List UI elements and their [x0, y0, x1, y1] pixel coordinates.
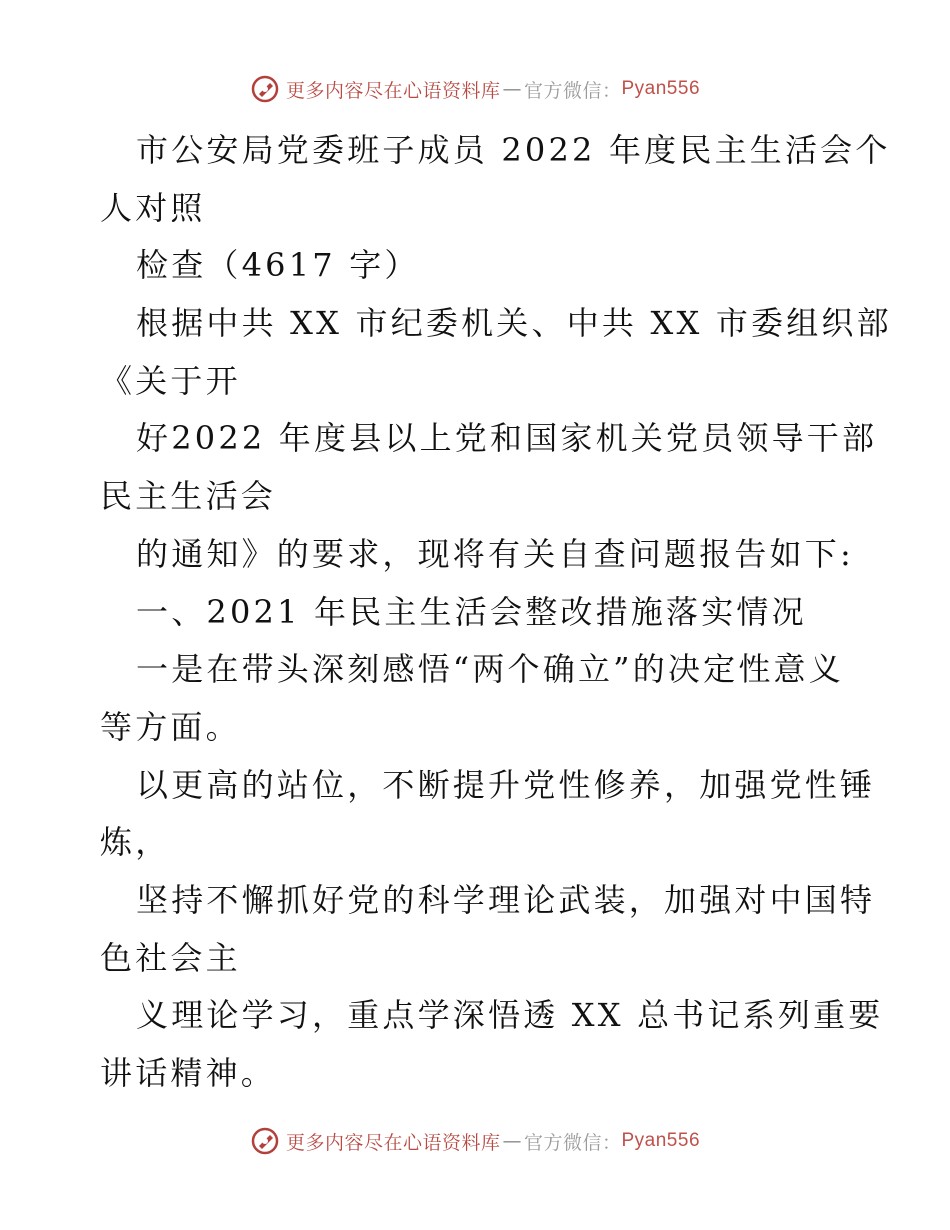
body-line: 市公安局党委班子成员 2022 年度民主生活会个: [136, 131, 891, 169]
pen-logo-icon: [250, 74, 280, 104]
watermark-separator: —: [502, 1130, 522, 1152]
body-line: 一是在带头深刻感悟“两个确立”的决定性意义: [136, 650, 844, 689]
body-line: 人对照: [100, 188, 206, 227]
document-body: [100, 122, 892, 1103]
header-watermark: [0, 72, 950, 106]
footer-watermark: [0, 1124, 950, 1158]
watermark-text: 更多内容尽在心语资料库: [285, 1131, 501, 1154]
watermark-text: 更多内容尽在心语资料库: [285, 79, 501, 102]
pen-logo-icon: [250, 1126, 280, 1156]
watermark-official-label: 官方微信：: [523, 1131, 622, 1154]
body-line: 以更高的站位，不断提升党性修养，加强党性锤: [136, 765, 876, 804]
body-line: 检查（4617 字）: [136, 246, 420, 285]
watermark-separator: —: [502, 78, 522, 100]
body-line: 等方面。: [100, 707, 241, 746]
body-line: 《关于开: [100, 361, 241, 400]
watermark-official-label: 官方微信：: [523, 79, 622, 102]
body-line: 讲话精神。: [100, 1054, 277, 1092]
body-line: 炼，: [100, 823, 171, 862]
section-heading: 一、2021 年民主生活会整改措施落实情况: [136, 592, 807, 631]
body-line: 的通知》的要求，现将有关自查问题报告如下:: [136, 534, 854, 573]
watermark-wechat-id: Pyan556: [621, 1130, 701, 1151]
body-line: 色社会主: [100, 938, 241, 977]
body-line: 根据中共 XX 市纪委机关、中共 XX 市委组织部: [136, 304, 892, 343]
body-line: 民主生活会: [100, 477, 277, 516]
body-line: 义理论学习，重点学深悟透 XX 总书记系列重要: [136, 996, 884, 1035]
body-line: 好2022 年度县以上党和国家机关党员领导干部: [136, 419, 878, 458]
body-line: 坚持不懈抓好党的科学理论武装，加强对中国特: [136, 880, 876, 919]
watermark-wechat-id: Pyan556: [621, 78, 701, 99]
